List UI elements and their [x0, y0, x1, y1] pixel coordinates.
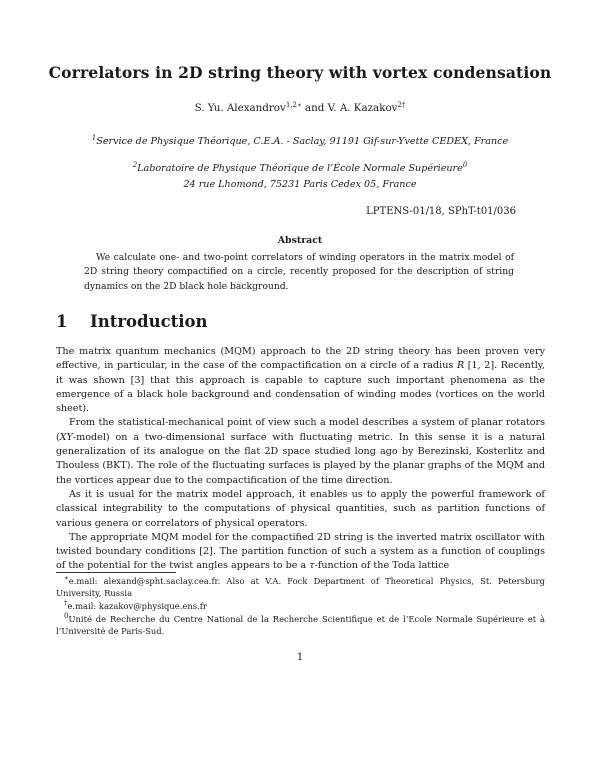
text-run: The matrix quantum mechanics (MQM) approach to the 2D string theory has been proven very effective, in particular, in the case of the compactification on a circle of a radius: [56, 346, 545, 372]
author-name: S. Yu. Alexandrov: [194, 102, 286, 114]
affiliation: [0, 136, 600, 147]
section-heading: [56, 312, 208, 331]
affiliation-address: 24 rue Lhomond, 75231 Paris Cedex 05, France: [183, 179, 417, 190]
abstract-heading: Abstract: [277, 235, 323, 246]
affiliation-text: Service de Physique Théorique, C.E.A. - Saclay, 91191 Gif-sur-Yvette CEDEX, France: [96, 136, 509, 147]
text-run: [1, 2]. Recently, it was shown [3] that this approach is capable to capture such important phenomena as the emergence of a black hole background and condensation of winding modes (vortices on the world sheet).: [56, 360, 545, 415]
affiliation-mark: 2: [132, 161, 138, 169]
paper-title: Correlators in 2D string theory with vortex condensation: [48, 63, 552, 82]
paragraph: [56, 531, 545, 574]
footnote-mark: 0: [64, 611, 69, 620]
footnotes: [56, 575, 545, 638]
author-marks: 2†: [397, 101, 406, 109]
paragraph: [56, 345, 545, 416]
text-run: The appropriate MQM model for the compactified 2D string is the inverted matrix oscillator with twisted boundary conditions [2]. The partition function of such a system as a function of couplings of the potential for the twist angles appears to be a: [56, 531, 545, 572]
math-symbol: τ: [309, 560, 315, 572]
footnote-rule: [56, 572, 176, 573]
affiliation-mark: 1: [91, 134, 97, 142]
text-run: -function of the Toda lattice: [314, 560, 450, 572]
footnote: [56, 613, 545, 638]
author-marks: 1,2∗: [285, 101, 302, 109]
section-number: 1: [56, 312, 68, 331]
author-conjunction: and: [304, 102, 325, 114]
author-line: [0, 102, 600, 114]
footnote-text: Unité de Recherche du Centre National de la Recherche Scientifique et de l’Ecole Normale Supérieure et à l’Université de Paris-Sud.: [56, 613, 545, 637]
math-symbol: R: [456, 360, 465, 372]
footnote-text: e.mail: kazakov@physique.ens.fr: [67, 601, 207, 612]
text-run: -model) on a two-dimensional surface with fluctuating metric. In this sense it is a natural generalization of its analogue on the flat 2D space studied long ago by Berezinski, Kosterlitz and Thouless (BKT). The role of the fluctuating surfaces is played by the planar graphs of the MQM and the vortices appear due to the compactification of the time direction.: [56, 431, 545, 486]
paragraph: [56, 416, 545, 487]
footnote: [56, 575, 545, 600]
section-title: Introduction: [90, 312, 208, 331]
abstract-text: We calculate one- and two-point correlators of winding operators in the matrix model of 2D string theory compactified on a circle, recently proposed for the description of string dynamics on the 2D black hole background.: [84, 252, 514, 292]
affiliation-text: Laboratoire de Physique Théorique de l’École Normale Supérieure: [137, 163, 463, 174]
affiliation-mark: 0: [462, 161, 468, 169]
math-symbol: XY: [59, 431, 73, 443]
footnote: [56, 600, 545, 612]
footnote-mark: †: [64, 599, 68, 608]
footnote-text: e.mail: alexand@spht.saclay.cea.fr. Also at V.A. Fock Department of Theoretical Physics, St. Petersburg University, Russia: [56, 576, 545, 599]
paragraph: As it is usual for the matrix model approach, it enables us to apply the powerful framework of classical integrability to the computations of physical quantities, such as partition functions of various genera or correlators of physical operators.: [56, 488, 545, 529]
text-run: From the statistical-mechanical point of view such a model describes a system of planar rotators (: [56, 417, 545, 443]
footnote-mark: ∗: [64, 574, 69, 582]
author-name: V. A. Kazakov: [327, 102, 398, 114]
page-number: 1: [296, 652, 304, 663]
body-text: [56, 345, 545, 574]
preprint-number: LPTENS-01/18, SPhT-t01/036: [366, 206, 516, 217]
affiliation: [0, 163, 600, 174]
